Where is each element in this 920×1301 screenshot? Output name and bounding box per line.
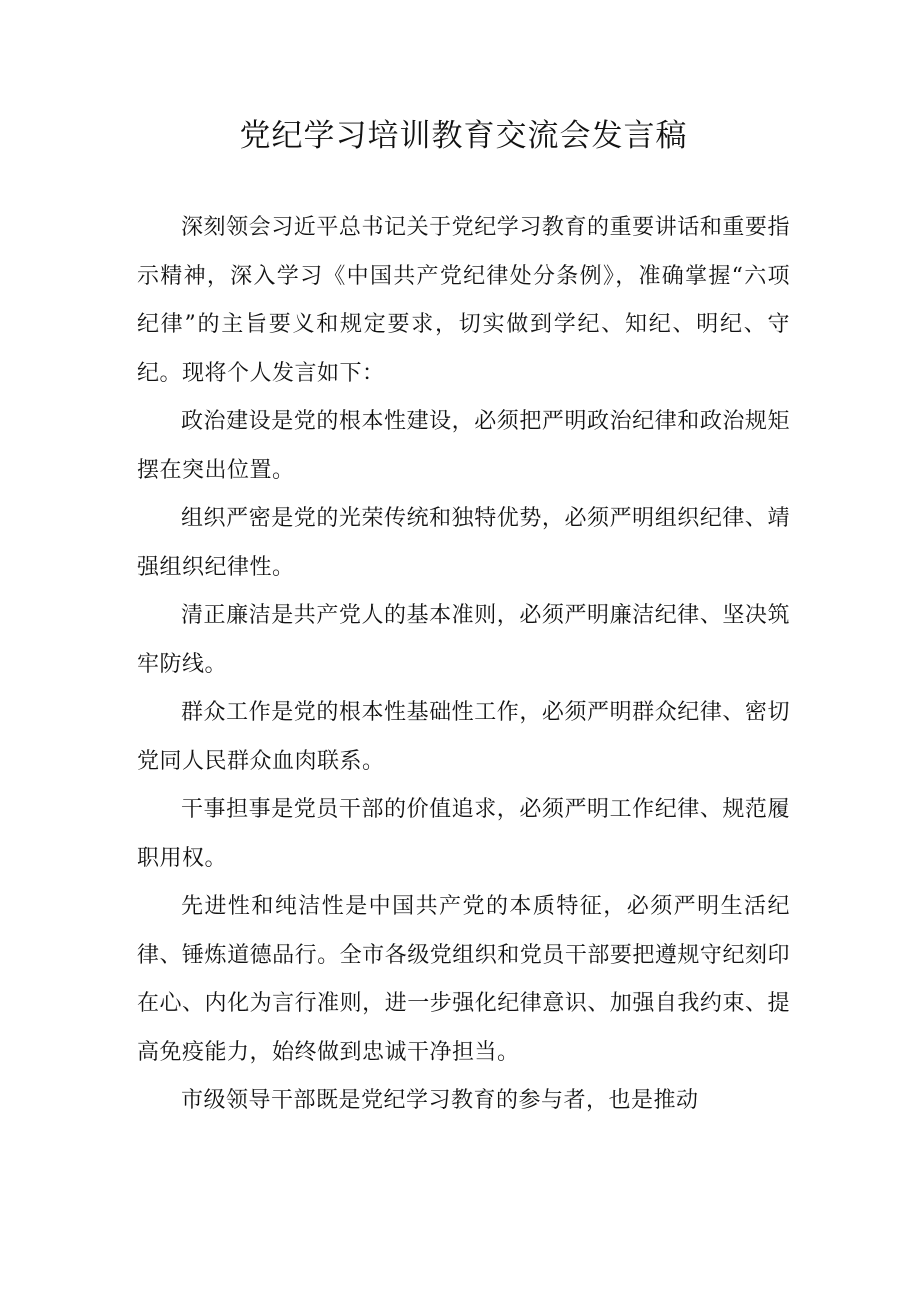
paragraph-political-discipline: 政治建设是党的根本性建设，必须把严明政治纪律和政治规矩摆在突出位置。: [137, 409, 790, 483]
paragraph-organizational-discipline: 组织严密是党的光荣传统和独特优势，必须严明组织纪律、靖强组织纪律性。: [137, 506, 790, 580]
document-body: [137, 204, 790, 1126]
document-title: 党纪学习培训教育交流会发言稿: [239, 118, 688, 154]
paragraph-work-discipline: 干事担事是党员干部的价值追求，必须严明工作纪律、规范履职用权。: [137, 797, 790, 871]
paragraph-mass-discipline: 群众工作是党的根本性基础性工作，必须严明群众纪律、密切党同人民群众血肉联系。: [137, 700, 790, 774]
paragraph-intro: 深刻领会习近平总书记关于党纪学习教育的重要讲话和重要指示精神，深入学习《中国共产党纪律处分条例》，准确掌握“六项纪律”的主旨要义和规定要求，切实做到学纪、知纪、明纪、守纪。现将个人发言如下：: [137, 215, 790, 386]
paragraph-life-discipline: 先进性和纯洁性是中国共产党的本质特征，必须严明生活纪律、锤炼道德品行。全市各级党组织和党员干部要把遵规守纪刻印在心、内化为言行准则，进一步强化纪律意识、加强自我约束、提高免疫能力，始终做到忠诚干净担当。: [137, 894, 790, 1065]
paragraph-integrity-discipline: 清正廉洁是共产党人的基本准则，必须严明廉洁纪律、坚决筑牢防线。: [137, 603, 790, 677]
paragraph-leaders: 市级领导干部既是党纪学习教育的参与者，也是推动: [181, 1088, 699, 1113]
